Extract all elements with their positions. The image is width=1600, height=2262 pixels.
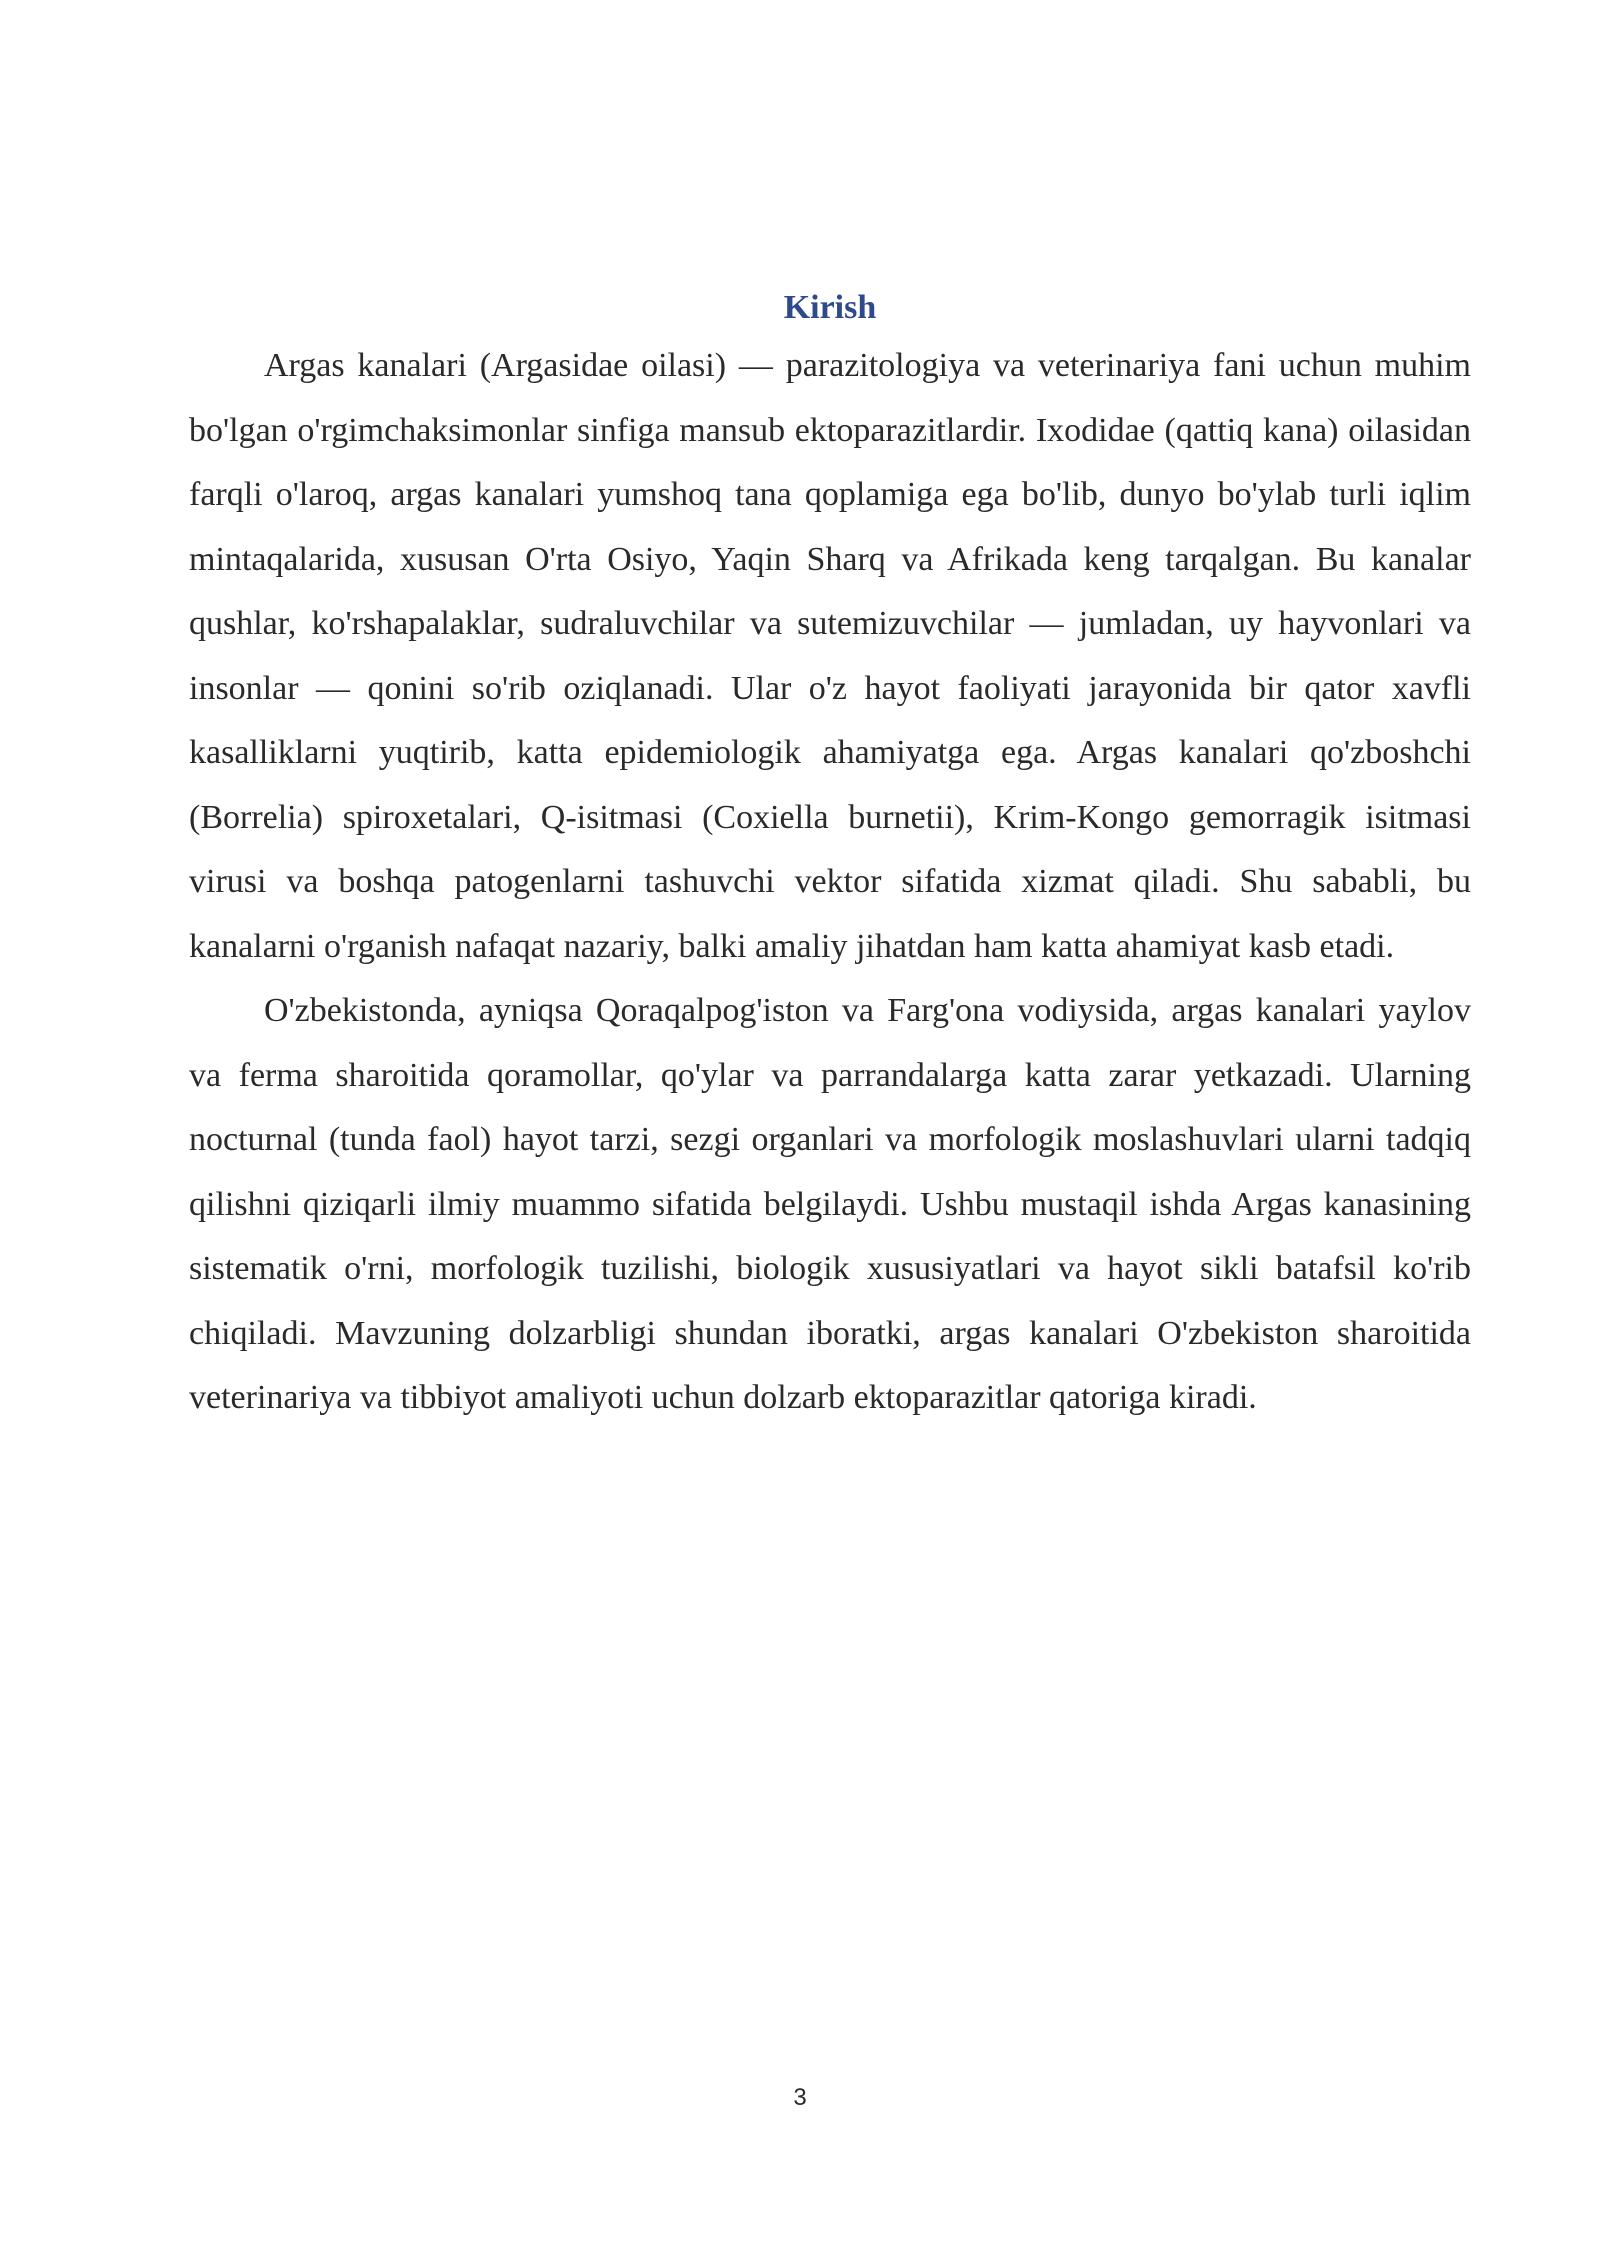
- page-content: [189, 286, 1471, 1431]
- page-number: 3: [793, 2084, 807, 2111]
- paragraph-1: Argas kanalari (Argasidae oilasi) — parazitologiya va veterinariya fani uchun muhim bo'lgan o'rgimchaksimonlar sinfiga mansub ektoparazitlardir. Ixodidae (qattiq kana) oilasidan farqli o'laroq, argas kanalari yumshoq tana qoplamiga ega bo'lib, dunyo bo'ylab turli iqlim mintaqalarida, xususan O'rta Osiyo, Yaqin Sharq va Afrikada keng tarqalgan. Bu kanalar qushlar, ko'rshapalaklar, sudraluvchilar va sutemizuvchilar — jumladan, uy hayvonlari va insonlar — qonini so'rib oziqlanadi. Ular o'z hayot faoliyati jarayonida bir qator xavfli kasalliklarni yuqtirib, katta epidemiologik ahamiyatga ega. Argas kanalari qo'zboshchi (Borrelia) spiroxetalari, Q-isitmasi (Coxiella burnetii), Krim-Kongo gemorragik isitmasi virusi va boshqa patogenlarni tashuvchi vektor sifatida xizmat qiladi. Shu sababli, bu kanalarni o'rganish nafaqat nazariy, balki amaliy jihatdan ham katta ahamiyat kasb etadi.: [189, 347, 1471, 965]
- paragraph-2: O'zbekistonda, ayniqsa Qoraqalpog'iston va Farg'ona vodiysida, argas kanalari yaylov va ferma sharoitida qoramollar, qo'ylar va parrandalarga katta zarar yetkazadi. Ularning nocturnal (tunda faol) hayot tarzi, sezgi organlari va morfologik moslashuvlari ularni tadqiq qilishni qiziqarli ilmiy muammo sifatida belgilaydi. Ushbu mustaqil ishda Argas kanasining sistematik o'rni, morfologik tuzilishi, biologik xususiyatlari va hayot sikli batafsil ko'rib chiqiladi. Mavzuning dolzarbligi shundan iboratki, argas kanalari O'zbekiston sharoitida veterinariya va tibbiyot amaliyoti uchun dolzarb ektoparazitlar qatoriga kiradi.: [189, 992, 1471, 1416]
- section-heading: Kirish: [783, 289, 877, 326]
